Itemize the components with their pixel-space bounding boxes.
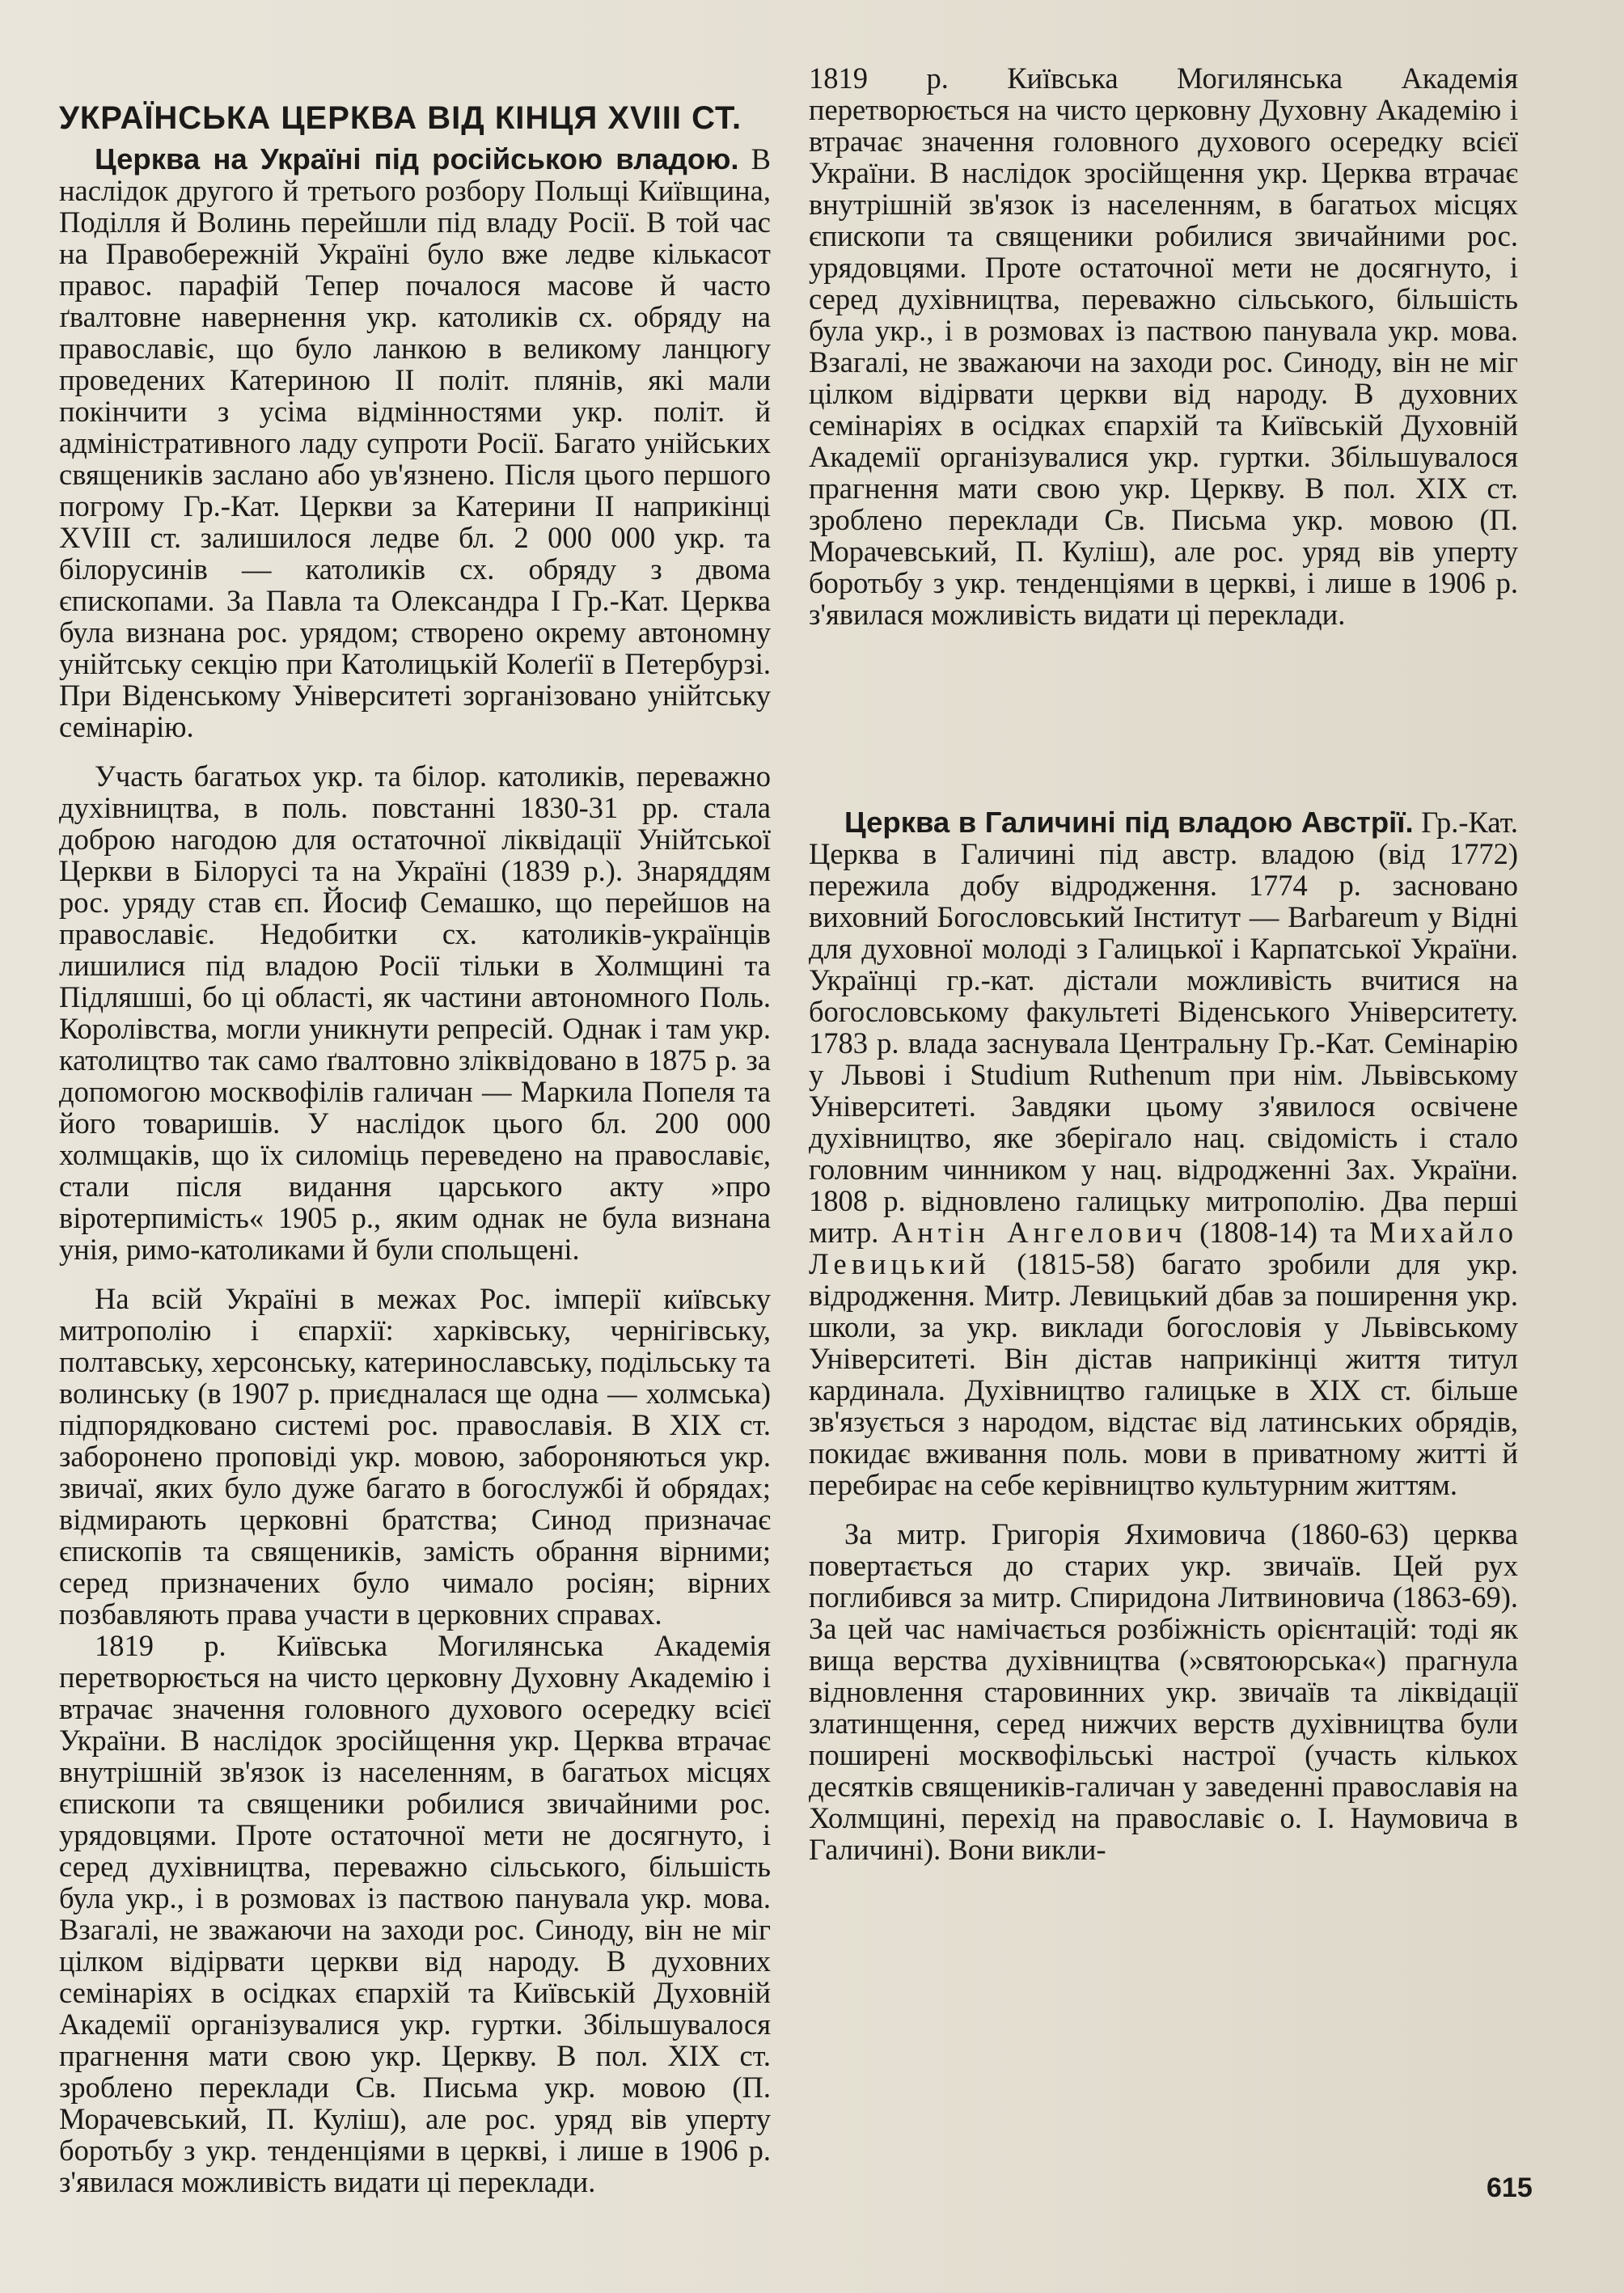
person-name: Михайло Левицький (809, 1216, 1518, 1280)
person-name: Антін Ангелович (891, 1216, 1187, 1249)
left-column (59, 100, 771, 2198)
paragraph-text: (1808-14) та (1186, 1216, 1370, 1249)
paragraph-text: (1815-58) багато зробили для укр. відродження. Митр. Левицький дбав за поширення укр. школи, за укр. виклади богословія у Львівському Університеті. Він дістав наприкінці життя титул кардинала. Духівництво галицьке в XIX ст. більше зв'язується з народом, відстає від латинських обрядів, покидає вживання поль. мови в приватному житті й перебирає на себе керівництво культурним життям. (809, 1247, 1518, 1501)
right-column (809, 61, 1518, 1866)
paragraph: За митр. Григорія Яхимовича (1860-63) церква повертається до старих укр. звичаїв. Цей рух поглибився за митр. Спиридона Литвиновича (1863-69). За цей час намічається розбіжність орієнтацій: тоді як вища верства духівництва (»святоюрська«) прагнула відновлення старовинних укр. звичаїв та ліквідації златинщення, серед нижчих верств духівництва були поширені москвофільські настрої (участь кількох десятків священиків-галичан у заведенні православія на Холмщині, перехід на православіє о. І. Наумовича в Галичині). Вони викли- (809, 1517, 1518, 1866)
section-lead: Церква в Галичині під владою Австрії. (844, 806, 1414, 839)
paragraph-text: В наслідок другого й третього розбору Польщі Київщина, Поділля й Волинь перейшли під владу Росії. В той час на Правобережній Україні було вже ледве кількасот правос. парафій Тепер почалося масове й часто ґвалтовне навернення укр. католиків сх. обряду на православіє, що було ланкою в великому ланцюгу проведених Катериною II політ. плянів, які мали покінчити з усіма відмінностями укр. політ. й адміністративного ладу супроти Росії. Багато унійських священиків заслано або ув'язнено. Після цього першого погрому Гр.-Кат. Церкви за Катерини II наприкінці XVIII ст. залишилося ледве бл. 2 000 000 укр. та білорусинів — католиків сх. обряду з двома єпископами. За Павла та Олександра I Гр.-Кат. Церква була визнана рос. урядом; створено окрему автономну унійтську секцію при Католицькій Колеґії в Петербурзі. При Віденському Університеті зорганізовано унійтську семінарію. (59, 142, 771, 743)
paragraph-continued: 1819 р. Київська Могилянська Академія перетворюється на чисто церковну Духовну Академію і втрачає значення головного духового осередку всієї України. В наслідок зросійщення укр. Церква втрачає внутрішній зв'язок із населенням, в багатьох місцях єпископи та священики робилися звичайними рос. урядовцями. Проте остаточної мети не досягнуто, і серед духівництва, переважно сільського, більшість була укр., і в розмовах із паствою панувала укр. мова. Взагалі, не зважаючи на заходи рос. Синоду, він не міг цілком відірвати церкви від народу. В духовних семінаріях в осідках єпархій та Київській Духовній Академії організувалися укр. гуртки. Збільшувалося прагнення мати свою укр. Церкву. В пол. XIX ст. зроблено переклади Св. Письма укр. мовою (П. Морачевський, П. Куліш), але рос. уряд вів уперту боротьбу з укр. тенденціями в церкві, і лише в 1906 р. з'явилася можливість видати ці переклади. (59, 1629, 771, 2198)
page-number: 615 (1487, 2172, 1533, 2203)
paragraph (59, 143, 771, 742)
paragraph: Участь багатьох укр. та білор. католиків, переважно духівництва, в поль. повстанні 1830-31 рр. стала доброю нагодою для остаточної ліквідації Унійтської Церкви в Білорусі та на Україні (1839 р.). Знаряддям рос. уряду став єп. Йосиф Семашко, що перейшов на православіє. Недобитки сх. католиків-українців лишилися під владою Росії тільки в Холмщині та Підляшші, бо ці області, як частини автономного Поль. Королівства, могли уникнути репресій. Однак і там укр. католицтво так само ґвалтовно зліквідовано в 1875 р. за допомогою москвофілів галичан — Маркила Попеля та його товаришів. У наслідок цього бл. 200 000 холмщаків, що їх силоміць переведено на православіє, стали після видання царського акту »про віротерпимість« 1905 р., яким однак не була визнана унія, римо-католиками й були спольщені. (59, 759, 771, 1266)
paragraph-text: Гр.-Кат. Церква в Галичині під австр. владою (від 1772) пережила добу відродження. 1774 р. засновано виховний Богословський Інститут — Barbareum у Відні для духовної молоді з Галицької і Карпатської України. Українці гр.-кат. дістали можливість вчитися на богословському факультеті Віденського Університету. 1783 р. влада заснувала Центральну Гр.-Кат. Семінарію у Львові і Studium Ruthenum при нім. Львівському Університеті. Завдяки цьому з'явилося освічене духівництво, яке зберігало нац. свідомість і стало головним чинником у нац. відродженні Зах. України. 1808 р. відновлено галицьку митрополію. Два перші митр. (809, 806, 1518, 1249)
paragraph (809, 806, 1518, 1500)
paragraph-continuation (809, 62, 1518, 789)
paragraph: На всій Україні в межах Рос. імперії київську митрополію і єпархії: харківську, чернігівську, полтавську, херсонську, катеринославську, подільську та волинську (в 1907 р. приєдналася ще одна — холмська) підпорядковано системі рос. православія. В XIX ст. заборонено проповіді укр. мовою, забороняються укр. звичаї, яких було дуже багато в богослужбі й обрядах; відмирають церковні братства; Синод призначає єпископів та священиків, замість обрання вірними; серед призначених було чимало росіян; вірних позбавляють права участи в церковних справах. (59, 1282, 771, 1631)
article-title: УКРАЇНСЬКА ЦЕРКВА ВІД КІНЦЯ XVIII СТ. (59, 100, 742, 136)
paragraph-continuation-text: 1819 р. Київська Могилянська Академія перетворюється на чисто церковну Духовну Академію і втрачає значення головного духового осередку всієї України. В наслідок зросійщення укр. Церква втрачає внутрішній зв'язок із населенням, в багатьох місцях єпископи та священики робилися звичайними рос. урядовцями. Проте остаточної мети не досягнуто, і серед духівництва, переважно сільського, більшість була укр., і в розмовах із паствою панувала укр. мова. Взагалі, не зважаючи на заходи рос. Синоду, він не міг цілком відірвати церкви від народу. В духовних семінаріях в осідках єпархій та Київській Духовній Академії організувалися укр. гуртки. Збільшувалося прагнення мати свою укр. Церкву. В пол. XIX ст. зроблено переклади Св. Письма укр. мовою (П. Морачевський, П. Куліш), але рос. уряд вів уперту боротьбу з укр. тенденціями в церкві, і лише в 1906 р. з'явилася можливість видати ці переклади. (809, 61, 1518, 631)
section-lead: Церква на Україні під російською владою. (95, 142, 739, 176)
